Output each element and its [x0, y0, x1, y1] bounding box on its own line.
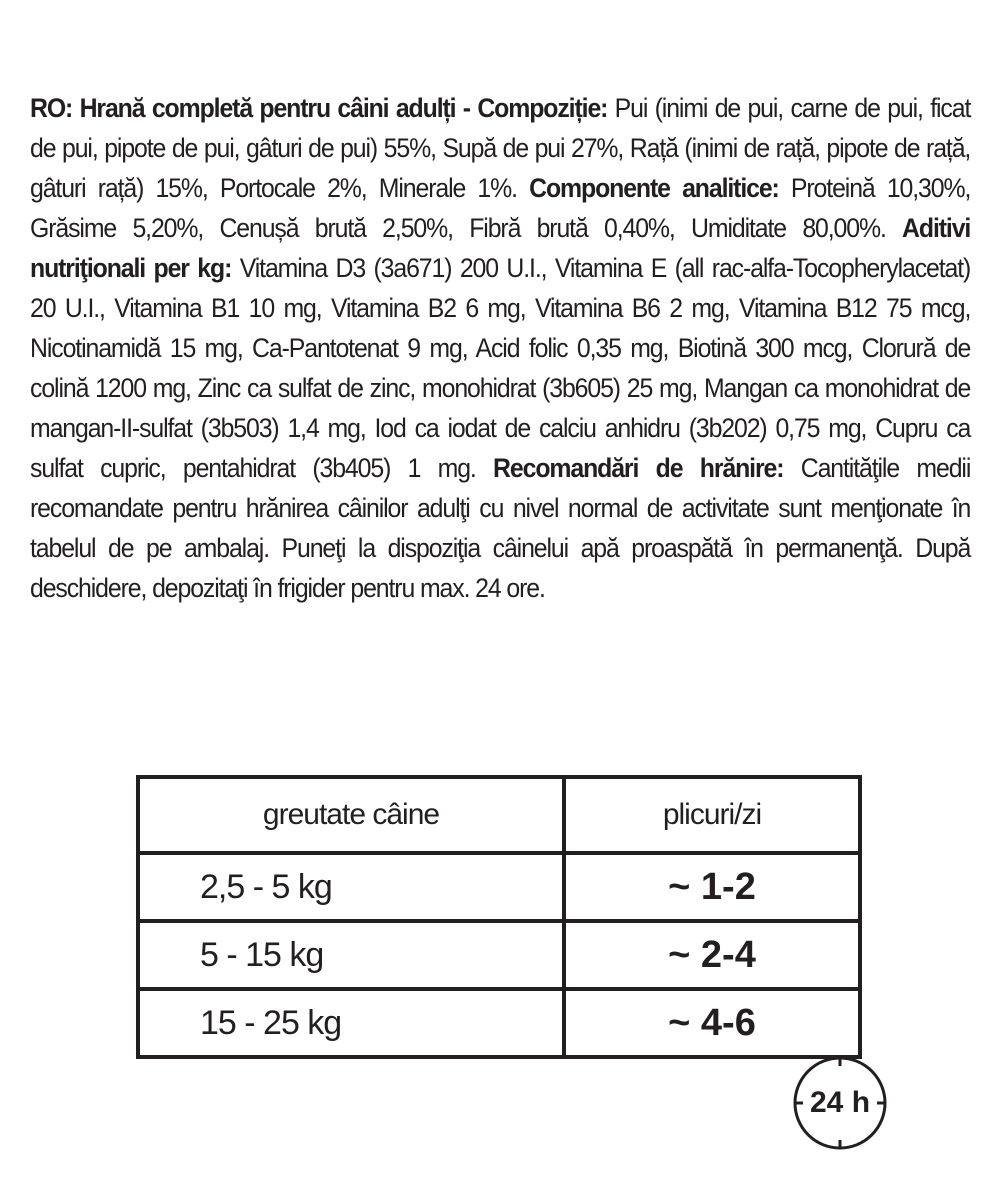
product-label-text — [30, 88, 970, 608]
feeding-table — [136, 775, 862, 1059]
weight-cell: 5 - 15 kg — [138, 921, 564, 989]
label-heading: RO: Hrană completă pentru câini adulți - — [30, 93, 478, 123]
amount-cell: ~ 4-6 — [564, 989, 860, 1057]
amount-cell: ~ 1-2 — [564, 853, 860, 921]
analytical-text: Proteină 10,30%, Grăsime 5,20%, Cenușă brută 2,50%, Fibră brută 0,40%, Umiditate 80,00%. — [30, 173, 971, 243]
storage-24h-badge — [792, 1055, 888, 1151]
composition-title: Compoziție: — [477, 93, 608, 123]
weight-cell: 15 - 25 kg — [138, 989, 564, 1057]
header-sachets: plicuri/zi — [564, 777, 860, 853]
additives-title: Aditivi nutriţionali per kg: — [30, 213, 971, 283]
feeding-text: Cantităţile medii recomandate pentru hrănirea câinilor adulţi cu nivel normal de activitate sunt menţionate în tabelul de pe ambalaj. Puneţi la dispoziţia câinelui apă proaspătă în permanenţă. După deschidere, depozitaţi în frigider pentru max. 24 ore. — [30, 453, 971, 603]
badge-label: 24 h — [809, 1086, 871, 1119]
amount-cell: ~ 2-4 — [564, 921, 860, 989]
additives-text: Vitamina D3 (3a671) 200 U.I., Vitamina E (all rac-alfa-Tocopherylacetat) 20 U.I., Vitamina B1 10 mg, Vitamina B2 6 mg, Vitamina B6 2 mg, Vitamina B12 75 mcg, Nicotinamidă 15 mg, Ca-Pantotenat 9 mg, Acid folic 0,35 mg, Biotină 300 mcg, Clorură de colină 1200 mg, Zinc ca sulfat de zinc, monohidrat (3b605) 25 mg, Mangan ca monohidrat de mangan-II-sulfat (3b503) 1,4 mg, Iod ca iodat de calciu anhidru (3b202) 0,75 mg, Cupru ca sulfat cupric, pentahidrat (3b405) 1 mg. — [30, 253, 971, 483]
composition-text: Pui (inimi de pui, carne de pui, ficat de pui, pipote de pui, gâturi de pui) 55%, Supă de pui 27%, Rață (inimi de rață, pipote de rață, gâturi rață) 15%, Portocale 2%, Minerale 1%. — [30, 93, 971, 203]
weight-cell: 2,5 - 5 kg — [138, 853, 564, 921]
analytical-title: Componente analitice: — [529, 173, 779, 203]
header-weight: greutate câine — [138, 777, 564, 853]
table-row — [138, 921, 860, 989]
feeding-title: Recomandări de hrănire: — [493, 453, 784, 483]
table-header-row — [138, 777, 860, 853]
table-row — [138, 989, 860, 1057]
table-row — [138, 853, 860, 921]
